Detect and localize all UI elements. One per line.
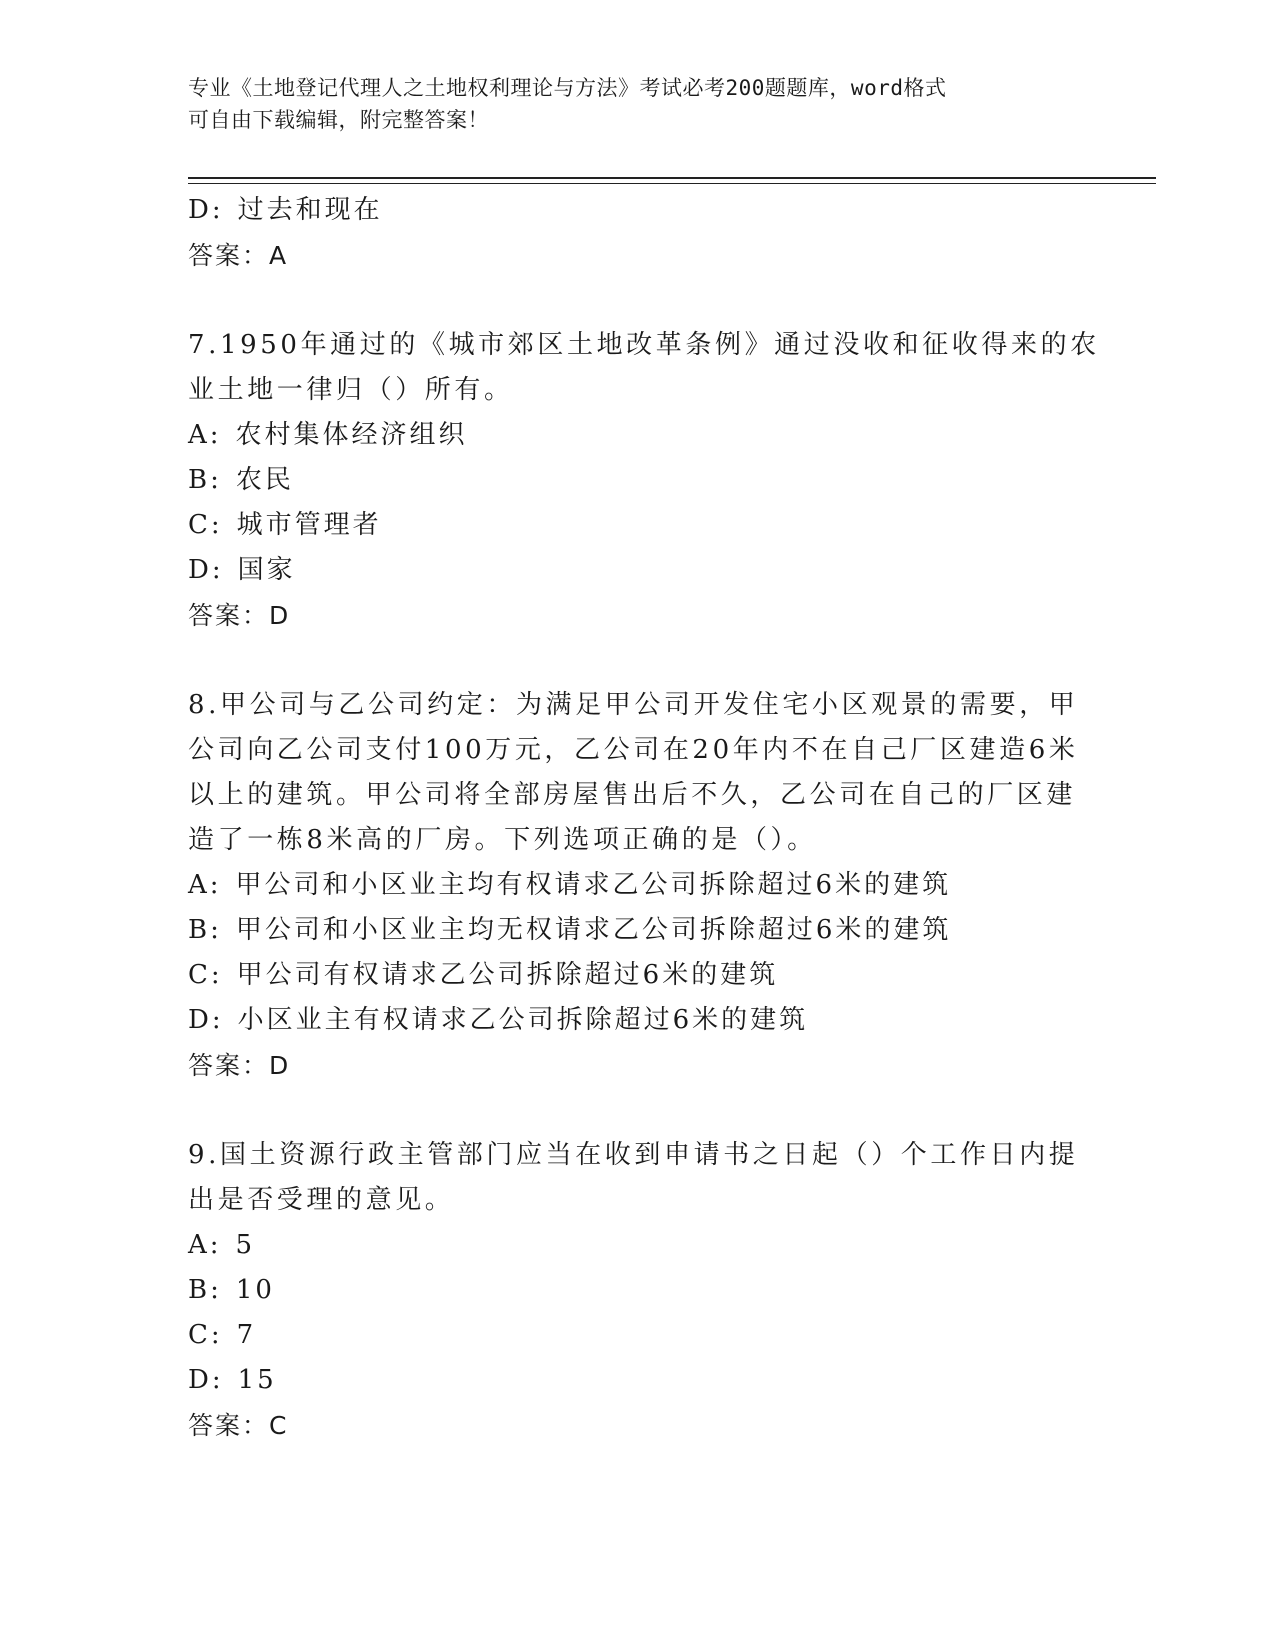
answer-line: 答案：D <box>188 1051 291 1080</box>
option-a <box>188 413 1078 458</box>
document-header <box>188 72 1068 136</box>
option-label: A: <box>188 870 222 900</box>
question-line: 业土地一律归（）所有。 <box>188 375 514 405</box>
option-text: 5 <box>235 1230 256 1260</box>
option-label: D: <box>188 1005 224 1035</box>
header-rule-thin <box>188 183 1156 184</box>
option-label: B: <box>188 465 222 495</box>
option-text: 农民 <box>235 465 294 495</box>
question-text <box>188 683 1078 863</box>
option-d <box>188 998 1078 1043</box>
answer-line: 答案：C <box>188 1411 289 1440</box>
option-a <box>188 863 1078 908</box>
option-label: B: <box>188 1275 222 1305</box>
option-d <box>188 1358 1078 1403</box>
option-text: 过去和现在 <box>237 195 383 225</box>
document-body <box>188 188 1100 1448</box>
option-text: 甲公司和小区业主均无权请求乙公司拆除超过6米的建筑 <box>235 915 952 945</box>
header-rule-thick <box>188 177 1156 179</box>
option-text: 7 <box>236 1320 257 1350</box>
option-text: 甲公司有权请求乙公司拆除超过6米的建筑 <box>236 960 779 990</box>
option-label: D: <box>188 555 224 585</box>
option-d <box>188 548 1078 593</box>
option-b <box>188 458 1078 503</box>
question-line: 7.1950年通过的《城市郊区土地改革条例》通过没收和征收得来的农 <box>188 330 1100 360</box>
option-label: C: <box>188 1320 223 1350</box>
option-text: 小区业主有权请求乙公司拆除超过6米的建筑 <box>237 1005 809 1035</box>
option-c <box>188 503 1078 548</box>
option-text: 甲公司和小区业主均有权请求乙公司拆除超过6米的建筑 <box>235 870 952 900</box>
question-line: 造了一栋8米高的厂房。下列选项正确的是（）。 <box>188 825 817 855</box>
option-c <box>188 1313 1078 1358</box>
answer-line: 答案：A <box>188 241 289 270</box>
question-line: 9.国土资源行政主管部门应当在收到申请书之日起（）个工作日内提 <box>188 1140 1079 1170</box>
question-line: 8.甲公司与乙公司约定：为满足甲公司开发住宅小区观景的需要，甲 <box>188 690 1079 720</box>
question-line: 出是否受理的意见。 <box>188 1185 455 1215</box>
option-label: D: <box>188 195 224 225</box>
option-b <box>188 908 1078 953</box>
option-label: A: <box>188 420 222 450</box>
option-c <box>188 953 1078 998</box>
option-a <box>188 1223 1078 1268</box>
question-text <box>188 1133 1078 1223</box>
answer-line: 答案：D <box>188 601 291 630</box>
question-line: 公司向乙公司支付100万元，乙公司在20年内不在自己厂区建造6米 <box>188 735 1079 765</box>
option-text: 国家 <box>237 555 296 585</box>
header-line-1: 专业《土地登记代理人之土地权利理论与方法》考试必考200题题库，word格式 <box>188 76 947 100</box>
option-b <box>188 1268 1078 1313</box>
question-block <box>188 683 1078 1088</box>
question-block <box>188 1133 1078 1448</box>
option-text: 15 <box>237 1365 277 1395</box>
option-label: A: <box>188 1230 222 1260</box>
option-text: 城市管理者 <box>236 510 382 540</box>
question-text <box>188 323 1100 413</box>
header-line-2: 可自由下载编辑，附完整答案！ <box>188 108 489 132</box>
question-block <box>188 323 1100 638</box>
option-text: 农村集体经济组织 <box>235 420 468 450</box>
option-text: 10 <box>235 1275 275 1305</box>
option-label: C: <box>188 510 223 540</box>
option-d <box>188 188 1078 233</box>
question-line: 以上的建筑。甲公司将全部房屋售出后不久，乙公司在自己的厂区建 <box>188 780 1077 810</box>
option-label: C: <box>188 960 223 990</box>
option-label: D: <box>188 1365 224 1395</box>
option-label: B: <box>188 915 222 945</box>
